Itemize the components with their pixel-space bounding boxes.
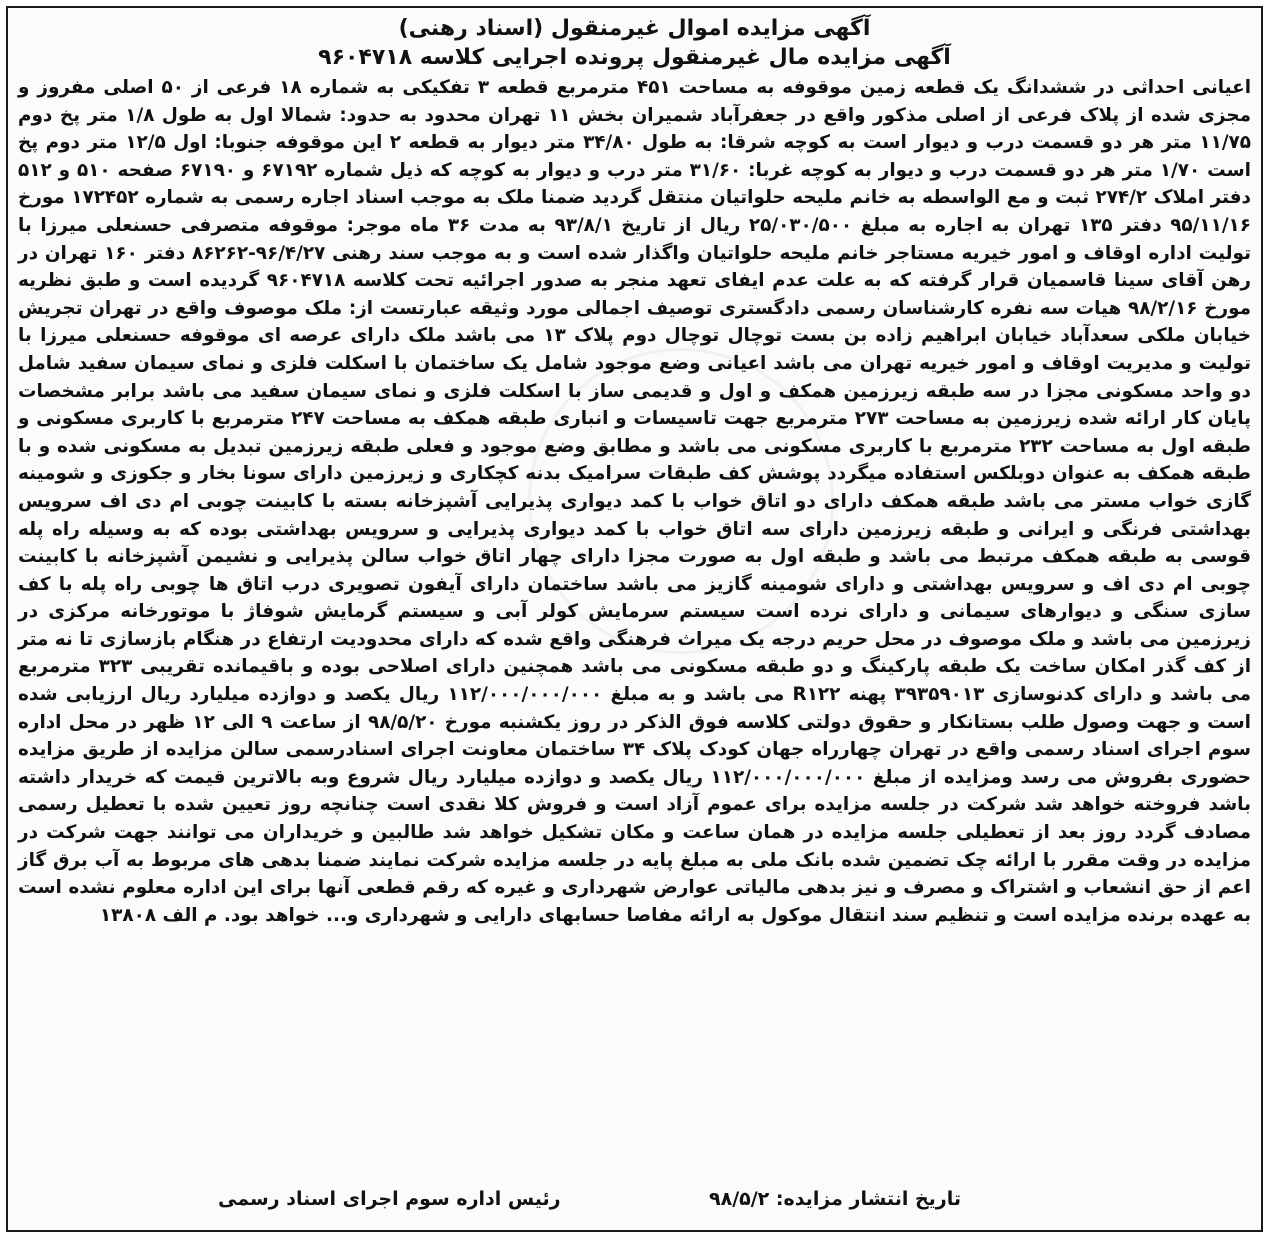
notice-content (18, 14, 1251, 1224)
auction-notice (6, 6, 1263, 1232)
notice-footer (218, 1186, 961, 1212)
notice-subtitle: آگهی مزایده مال غیرمنقول پرونده اجرایی کلاسه ۹۶۰۴۷۱۸ (318, 45, 951, 70)
notice-title: آگهی مزایده اموال غیرمنقول (اسناد رهنی) (398, 16, 871, 41)
publish-date: تاریخ انتشار مزایده: ۹۸/۵/۲ (709, 1188, 961, 1210)
notice-body: اعیانی احداثی در ششدانگ یک قطعه زمین موقوفه به مساحت ۴۵۱ مترمربع قطعه ۳ تفکیکی به شماره ۱۸ فرعی از ۵۰ اصلی مفروز و مجزی شده از پلاک فرعی از اصلی مذکور واقع در جعفرآباد شمیران بخش ۱۱ تهران محدود به حدود: شمالا اول به طول ۱/۸ متر پخ دوم ۱۱/۷۵ متر هر دو قسمت درب و دیوار است به کوچه شرقا: به طول ۳۴/۸۰ متر دیوار به قطعه ۲ این موقوفه جنوبا: اول ۱۲/۵ متر دوم پخ است ۱/۷۰ متر هر دو قسمت درب و دیوار به کوچه غربا: ۳۱/۶۰ متر درب و دیوار به کوچه که ذیل شماره ۶۷۱۹۲ و ۶۷۱۹۰ صفحه ۵۱۰ و ۵۱۲ دفتر املاک ۲۷۴/۲ ثبت و مع الواسطه به خانم ملیحه حلواتیان منتقل گردید ضمنا ملک به موجب اسناد اجاره رسمی به شماره ۱۷۲۴۵۲ مورخ ۹۵/۱۱/۱۶ دفتر ۱۳۵ تهران به اجاره به مبلغ ۲۵/۰۳۰/۵۰۰ ریال از تاریخ ۹۳/۸/۱ به مدت ۳۶ ماه موجر: موقوفه متصرفی حسنعلی میرزا با تولیت اداره اوقاف و امور خیریه مستاجر خانم ملیحه حلواتیان واگذار شده است و به موجب سند رهنی ۹۶/۴/۲۷-۸۶۲۶۲ دفتر ۱۶۰ تهران در رهن آقای سینا قاسمیان قرار گرفته که به علت عدم ایفای تعهد منجر به صدور اجرائیه تحت کلاسه ۹۶۰۴۷۱۸ گردیده است و طبق نظریه مورخ ۹۸/۲/۱۶ هیات سه نفره کارشناسان رسمی دادگستری توصیف اجمالی مورد وثیقه عبارتست از: ملک موصوف واقع در تهران تجریش خیابان ملکی سعدآباد خیابان ابراهیم زاده بن بست توچال توچال دوم پلاک ۱۳ می باشد ملک دارای عرصه ای موقوفه حسنعلی میرزا با تولیت و مدیریت اوقاف و امور خیریه تهران می باشد اعیانی وضع موجود شامل یک ساختمان با اسکلت فلزی و نمای سیمان سفید شامل دو واحد مسکونی مجزا در سه طبقه زیرزمین همکف و اول و قدیمی ساز با اسکلت فلزی و نمای سیمان سفید می باشد برابر مشخصات پایان کار ارائه شده زیرزمین به مساحت ۲۷۳ مترمربع جهت تاسیسات و انباری طبقه همکف به مساحت ۲۴۷ مترمربع با کاربری مسکونی و طبقه اول به مساحت ۲۳۲ مترمربع با کاربری مسکونی می باشد و مطابق وضع موجود و فعلی طبقه زیرزمین تبدیل به مسکونی شده و با طبقه همکف به عنوان دوبلکس استفاده میگردد پوشش کف طبقات سرامیک بدنه کچکاری و زیرزمین دارای سونا بخار و جکوزی و شومینه گازی خواب مستر می باشد طبقه همکف دارای دو اتاق خواب با کمد دیواری پذیرایی آشپزخانه بسته با کابینت چوبی ام دی اف سرویس بهداشتی فرنگی و ایرانی و طبقه زیرزمین دارای سه اتاق خواب با کمد دیواری پذیرایی و سرویس بهداشتی بوده که به وسیله راه پله قوسی به طبقه همکف مرتبط می باشد و طبقه اول به صورت مجزا دارای چهار اتاق خواب سالن پذیرایی و نشیمن آشپزخانه با کابینت چوبی ام دی اف و سرویس بهداشتی و دارای شومینه گازیز می باشد ساختمان دارای آیفون تصویری درب اتاق ها چوبی راه پله با کف سازی سنگی و دیوارهای سیمانی و دارای نرده است سیستم سرمایش کولر آبی و سیستم گرمایش شوفاژ با موتورخانه مرکزی در زیرزمین می باشد و ملک موصوف در محل حریم درجه یک میراث فرهنگی واقع شده که دارای محدودیت ارتفاع در هنگام بازسازی تا نه متر از کف گذر امکان ساخت یک طبقه پارکینگ و دو طبقه مسکونی می باشد همچنین دارای اصلاحی بوده و باقیمانده تقریبی ۳۲۳ مترمربع می باشد و دارای کدنوسازی ۳۹۳۵۹۰۱۳ پهنه R۱۲۲ می باشد و به مبلغ ۱۱۲/۰۰۰/۰۰۰/۰۰۰ ریال یکصد و دوازده میلیارد ریال ارزیابی شده است و جهت وصول طلب بستانکار و حقوق دولتی کلاسه فوق الذکر در روز یکشنبه مورخ ۹۸/۵/۲۰ از ساعت ۹ الی ۱۲ ظهر در محل اداره سوم اجرای اسناد رسمی واقع در تهران چهارراه جهان کودک پلاک ۳۴ ساختمان معاونت اجرای اسنادرسمی سالن مزایده از طریق مزایده حضوری بفروش می رسد ومزایده از مبلغ ۱۱۲/۰۰۰/۰۰۰/۰۰۰ ریال یکصد و دوازده میلیارد ریال شروع وبه بالاترین قیمت که خریدار داشته باشد فروخته خواهد شد شرکت در جلسه مزایده برای عموم آزاد است و فروش کلا نقدی است چنانچه روز تعیین شده با تعطیل رسمی مصادف گردد روز بعد از تعطیلی جلسه مزایده در همان ساعت و مکان تشکیل خواهد شد طالبین و خریداران می توانند جهت شرکت در مزایده در وقت مقرر با ارائه چک تضمین شده بانک ملی به مبلغ پایه در جلسه مزایده شرکت نمایند ضمنا بدهی های مربوط به آب برق گاز اعم از حق انشعاب و اشتراک و مصرف و نیز بدهی مالیاتی عوارض شهرداری و غیره که رقم قطعی آنها برای این اداره معلوم نشده است به عهده برنده مزایده است و تنظیم سند انتقال موکول به ارائه مفاصا حسابهای دارایی و شهرداری و... خواهد بود. م الف ۱۳۸۰۸ (18, 77, 1252, 926)
signature: رئیس اداره سوم اجرای اسناد رسمی (218, 1188, 561, 1210)
